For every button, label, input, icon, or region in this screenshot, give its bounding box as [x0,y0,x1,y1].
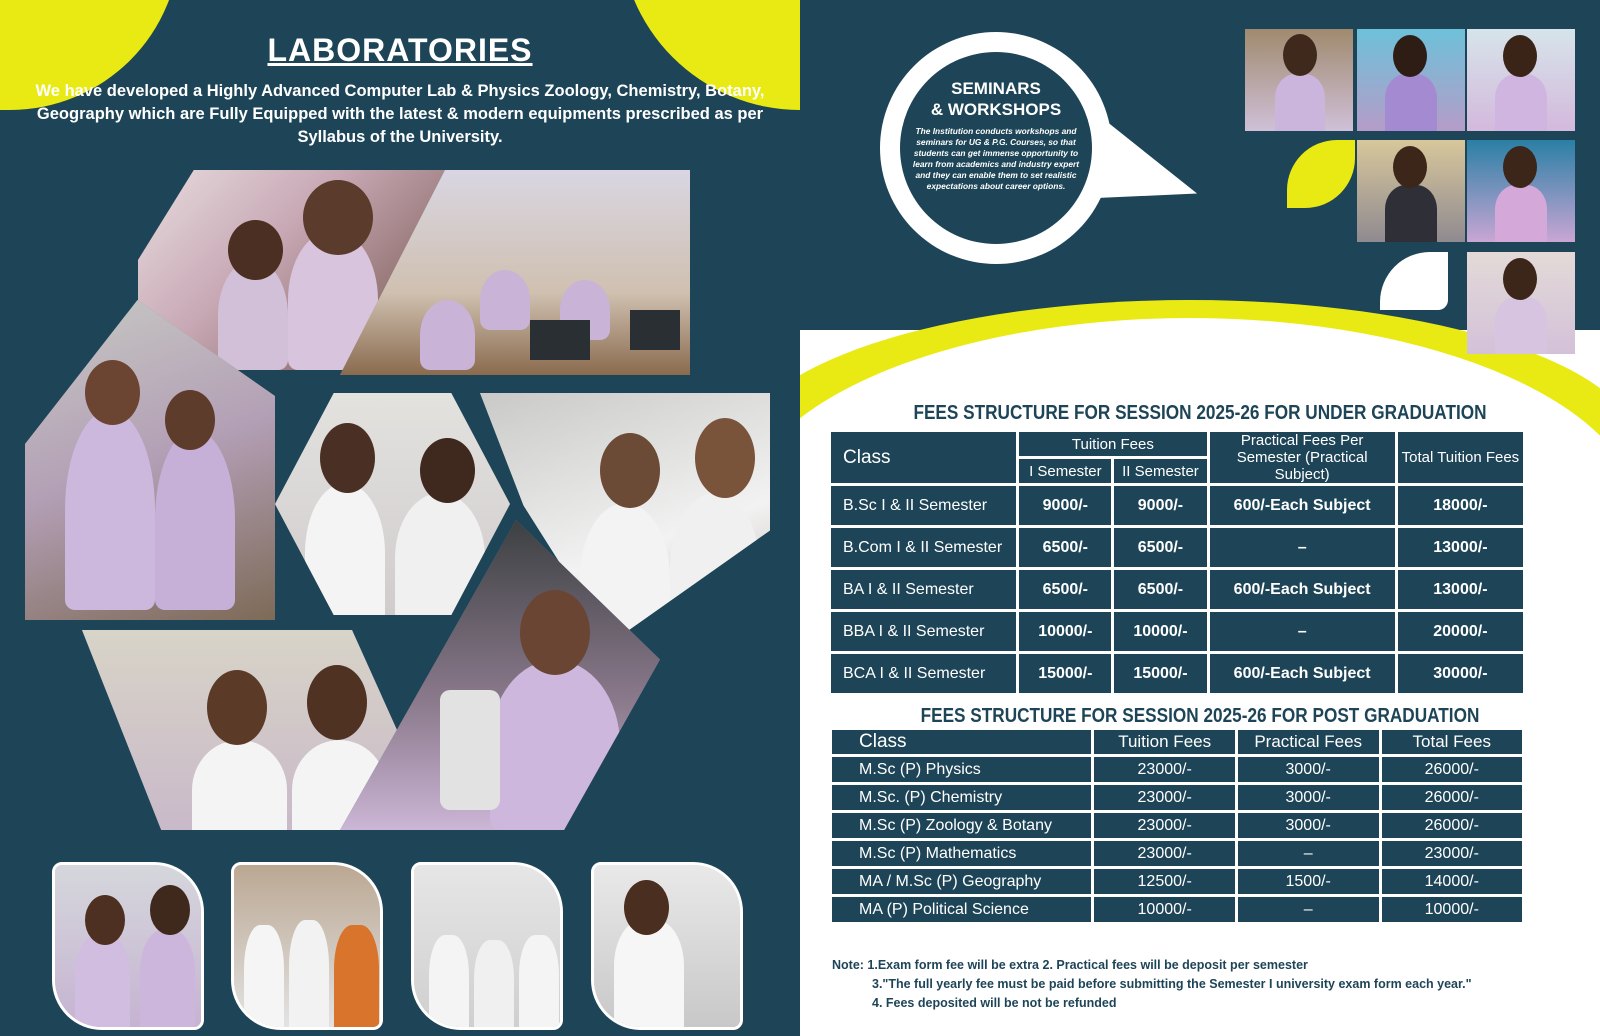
seminar-photo [1357,29,1465,131]
ug-fees-table [828,429,1526,696]
cell-total: 14000/- [1382,869,1522,894]
header-total-fees: Total Fees [1382,730,1522,754]
table-row [832,841,1522,866]
cell-class: BA I & II Semester [831,570,1016,609]
cell-class: MA / M.Sc (P) Geography [832,869,1091,894]
cell-sem2: 6500/- [1114,528,1206,567]
table-row [832,813,1522,838]
laboratories-title: LABORATORIES [267,32,533,68]
cell-practical: – [1238,841,1379,866]
cell-total: 30000/- [1398,654,1523,693]
cell-tuition: 12500/- [1094,869,1234,894]
cell-class: M.Sc. (P) Chemistry [832,785,1091,810]
lab-photo-chemistry [275,393,510,615]
header-class: Class [831,432,1016,483]
cell-sem2: 9000/- [1114,486,1206,525]
lab-thumbnail [411,862,563,1030]
cell-practical: – [1210,612,1395,651]
table-row [831,654,1523,693]
cell-sem1: 15000/- [1019,654,1111,693]
seminar-title-line: SEMINARS [951,79,1041,98]
cell-total: 13000/- [1398,570,1523,609]
cell-practical: 600/-Each Subject [1210,654,1395,693]
cell-sem1: 10000/- [1019,612,1111,651]
cell-class: B.Sc I & II Semester [831,486,1016,525]
cell-tuition: 10000/- [1094,897,1234,922]
cell-tuition: 23000/- [1094,841,1234,866]
pg-fees-heading: FEES STRUCTURE FOR SESSION 2025-26 FOR POST GRADUATION [920,705,1480,727]
pg-fees-table [829,727,1525,925]
lab-thumbnail [231,862,383,1030]
cell-class: BBA I & II Semester [831,612,1016,651]
table-row [832,785,1522,810]
lab-thumbnail [52,862,204,1030]
cell-class: BCA I & II Semester [831,654,1016,693]
cell-class: M.Sc (P) Zoology & Botany [832,813,1091,838]
table-header-row [831,432,1523,456]
header-tuition-fees: Tuition Fees [1019,432,1206,456]
cell-total: 13000/- [1398,528,1523,567]
cell-practical: – [1210,528,1395,567]
cell-sem1: 6500/- [1019,570,1111,609]
cell-total: 10000/- [1382,897,1522,922]
header-semester-1: I Semester [1019,459,1111,483]
cell-total: 23000/- [1382,841,1522,866]
cell-practical: 3000/- [1238,785,1379,810]
cell-sem1: 6500/- [1019,528,1111,567]
cell-total: 26000/- [1382,757,1522,782]
seminar-title-line: & WORKSHOPS [930,100,1062,119]
header-total-tuition-fees: Total Tuition Fees [1398,432,1523,483]
cell-class: B.Com I & II Semester [831,528,1016,567]
ug-fees-heading: FEES STRUCTURE FOR SESSION 2025-26 FOR UNDER GRADUATION [913,402,1487,424]
cell-sem2: 6500/- [1114,570,1206,609]
cell-total: 18000/- [1398,486,1523,525]
seminar-photo [1467,252,1575,354]
cell-practical: 3000/- [1238,757,1379,782]
header-practical-fees: Practical Fees Per Semester (Practical Subject) [1210,432,1395,483]
cell-total: 26000/- [1382,813,1522,838]
cell-tuition: 23000/- [1094,757,1234,782]
seminar-description: The Institution conducts workshops and seminars for UG & P.G. Courses, so that students can get immense opportunity to learn from academics and industry expert and they can enable them to set realistic expectations about career options. [912,126,1080,191]
header-semester-2: II Semester [1114,459,1206,483]
table-row [831,528,1523,567]
table-row [831,570,1523,609]
cell-practical: 3000/- [1238,813,1379,838]
cell-tuition: 23000/- [1094,813,1234,838]
laboratories-description: We have developed a Highly Advanced Computer Lab & Physics Zoology, Chemistry, Botany, Geography which are Fully Equipped with the latest & modern equipments prescribed as per Syllabus of the University. [35,82,765,146]
seminar-photo [1467,29,1575,131]
cell-sem2: 15000/- [1114,654,1206,693]
cell-sem2: 10000/- [1114,612,1206,651]
seminar-photo [1245,29,1353,131]
seminar-photo [1467,140,1575,242]
note-line: 4. Fees deposited will be not be refunded [872,996,1117,1010]
fees-page [800,0,1600,1036]
table-row [832,869,1522,894]
cell-tuition: 23000/- [1094,785,1234,810]
seminar-photo [1357,140,1465,242]
fees-notes [832,956,1472,1013]
cell-practical: 600/-Each Subject [1210,570,1395,609]
header-practical-fees: Practical Fees [1238,730,1379,754]
header-class: Class [832,730,1091,754]
header-tuition-fees: Tuition Fees [1094,730,1234,754]
cell-total: 20000/- [1398,612,1523,651]
lab-thumbnail [591,862,743,1030]
table-header-row [832,730,1522,754]
seminar-title [900,78,1092,120]
cell-practical: – [1238,897,1379,922]
cell-sem1: 9000/- [1019,486,1111,525]
table-row [831,612,1523,651]
cell-class: M.Sc (P) Physics [832,757,1091,782]
cell-class: MA (P) Political Science [832,897,1091,922]
cell-total: 26000/- [1382,785,1522,810]
cell-practical: 600/-Each Subject [1210,486,1395,525]
cell-practical: 1500/- [1238,869,1379,894]
cell-class: M.Sc (P) Mathematics [832,841,1091,866]
note-line: 3."The full yearly fee must be paid before submitting the Semester I university exam form each year." [872,977,1472,991]
table-row [832,897,1522,922]
table-row [831,486,1523,525]
note-line: Note: 1.Exam form fee will be extra 2. Practical fees will be deposit per semester [832,958,1308,972]
table-row [832,757,1522,782]
